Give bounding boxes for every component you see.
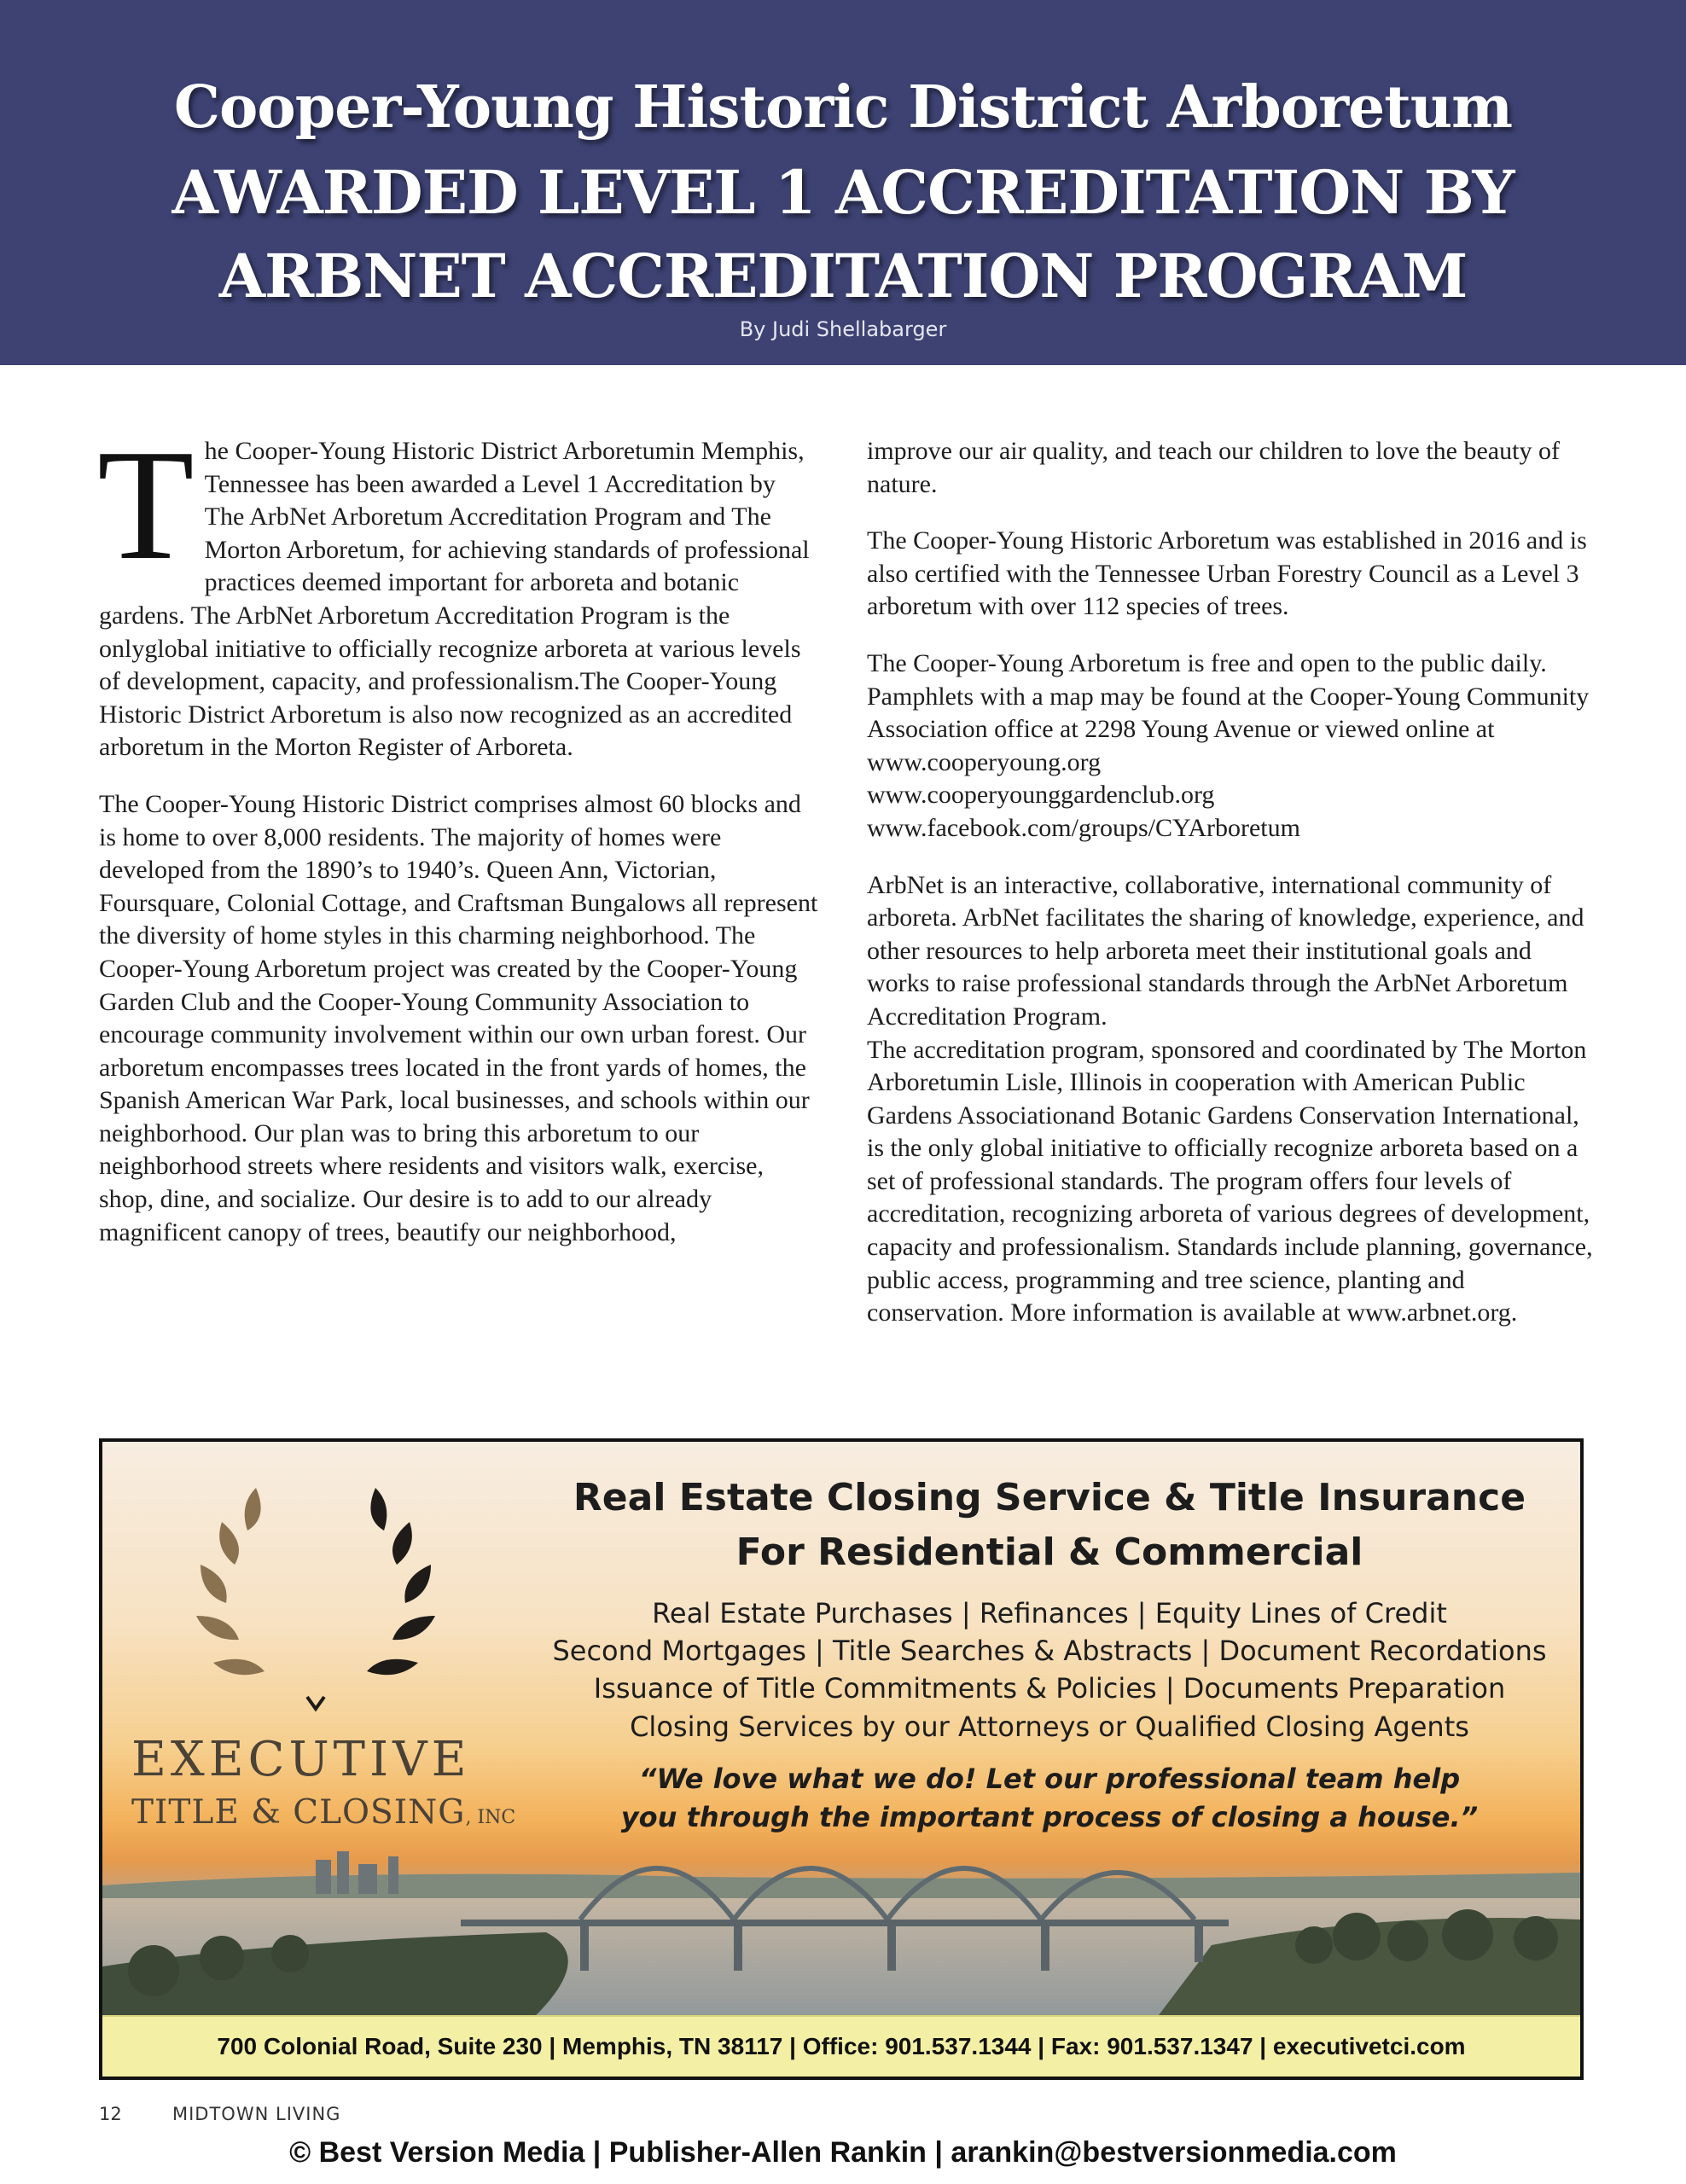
copyright-line: © Best Version Media | Publisher-Allen Rankin | arankin@bestversionmedia.com (289, 2136, 1397, 2169)
article-column-left (97, 417, 819, 1273)
byline: By Judi Shellabarger (739, 317, 947, 341)
page-number: 12 (99, 2104, 122, 2124)
ad-headline: Real Estate Closing Service & Title Insurance (573, 1476, 1526, 1519)
magazine-name: MIDTOWN LIVING (172, 2104, 341, 2124)
paragraph-text: he Cooper-Young Historic District Arboretumin Memphis, Tennessee has been awarded a Level 1 Accreditation by The ArbNet Arboretum Accreditation Program and The Morton Arboretum, for achieving standards of professional practices deemed important for arboreta and botanic gardens. The ArbNet Arboretum Accreditation Program is the onlyglobal initiative to officially recognize arboreta at various levels of development, capacity, and professionalism.The Cooper-Young Historic District Arboretum is also now recognized as an accredited arboretum in the Morton Register of Arboreta. (99, 437, 810, 762)
article-column-right (867, 435, 1594, 1354)
ad-quote-line: “We love what we do! Let our professional team help (638, 1763, 1461, 1795)
article-paragraph: ArbNet is an interactive, collaborative, international community of arboreta. ArbNet facilitates the sharing of knowledge, experience, and other resources to help arboreta meet their institutional goals and works to raise professional standards through the ArbNet Arboretum Accreditation Program. (867, 870, 1584, 1031)
article-paragraph: improve our air quality, and teach our children to love the beauty of nature. (867, 437, 1560, 498)
ad-quote-line: you through the important process of closing a house.” (620, 1801, 1479, 1833)
river-bridge-scene-icon (102, 1800, 1580, 2022)
article-paragraph: The Cooper-Young Historic Arboretum was established in 2016 and is also certified with the Tennessee Urban Forestry Council as a Level 3 arboretum with over 112 species of trees. (867, 526, 1587, 621)
paragraph-text: The Cooper-Young Arboretum is free and open to the public daily. Pamphlets with a map may be found at the Cooper-Young Community Association office at 2298 Young Avenue or viewed online at www.cooperyoung.org (867, 648, 1590, 776)
article-paragraph: The accreditation program, sponsored and coordinated by The Morton Arboretumin Lisle, Illinois in cooperation with American Public Gardens Associationand Botanic Gardens Conservation International, is the only global initiative to officially recognize arboreta based on a set of professional standards. The program offers four levels of accreditation, recognizing arboreta of various degrees of development, capacity and professionalism. Standards include planning, governance, public access, programming and tree science, planting and conservation. More information is available at www.arbnet.org. (867, 1035, 1593, 1327)
ad-service-line: Second Mortgages | Title Searches & Abstracts | Document Recordations (552, 1635, 1547, 1667)
ad-contact-bar: 700 Colonial Road, Suite 230 | Memphis, TN 38117 | Office: 901.537.1344 | Fax: 901.537.1347 | executivetci.com (102, 2015, 1580, 2077)
article-title-line-2: AWARDED LEVEL 1 ACCREDITATION BY (172, 157, 1514, 228)
ad-logo-sub-text: TITLE & CLOSING (131, 1793, 466, 1832)
article-paragraph (867, 648, 1594, 845)
article-header-banner (0, 0, 1686, 365)
article-title-line-1: Cooper-Young Historic District Arboretum (173, 73, 1513, 142)
ad-service-line: Closing Services by our Attorneys or Qualified Closing Agents (630, 1711, 1469, 1743)
ad-logo-name: EXECUTIVE (131, 1732, 471, 1787)
drop-cap: T (97, 417, 195, 593)
ad-service-line: Issuance of Title Commitments & Policies | Documents Preparation (593, 1672, 1506, 1705)
garden-club-link[interactable]: www.cooperyounggardenclub.org (867, 781, 1215, 810)
laurel-logo-icon (162, 1471, 469, 1727)
article-title-line-3: ARBNET ACCREDITATION PROGRAM (218, 241, 1468, 311)
article-paragraph (97, 417, 819, 764)
article-paragraph: The Cooper-Young Historic District comprises almost 60 blocks and is home to over 8,000 residents. The majority of homes were developed from the 1890’s to 1940’s. Queen Ann, Victorian, Foursquare, Colonial Cottage, and Craftsman Bungalows all represent the diversity of home styles in this charming neighborhood. The Cooper-Young Arboretum project was created by the Cooper-Young Garden Club and the Cooper-Young Community Association to encourage community involvement within our own urban forest. Our arboretum encompasses trees located in the front yards of homes, the Spanish American War Park, local businesses, and schools within our neighborhood. Our plan was to bring this arboretum to our neighborhood streets where residents and visitors walk, exercise, shop, dine, and socialize. Our desire is to add to our already magnificent canopy of trees, beautify our neighborhood, (99, 789, 818, 1246)
advertisement-executive-title[interactable] (99, 1438, 1584, 2080)
ad-subheadline: For Residential & Commercial (735, 1531, 1363, 1574)
facebook-group-link[interactable]: www.facebook.com/groups/CYArboretum (867, 813, 1300, 842)
ad-service-line: Real Estate Purchases | Refinances | Equity Lines of Credit (652, 1597, 1447, 1629)
ad-logo-inc: , INC (465, 1807, 516, 1828)
